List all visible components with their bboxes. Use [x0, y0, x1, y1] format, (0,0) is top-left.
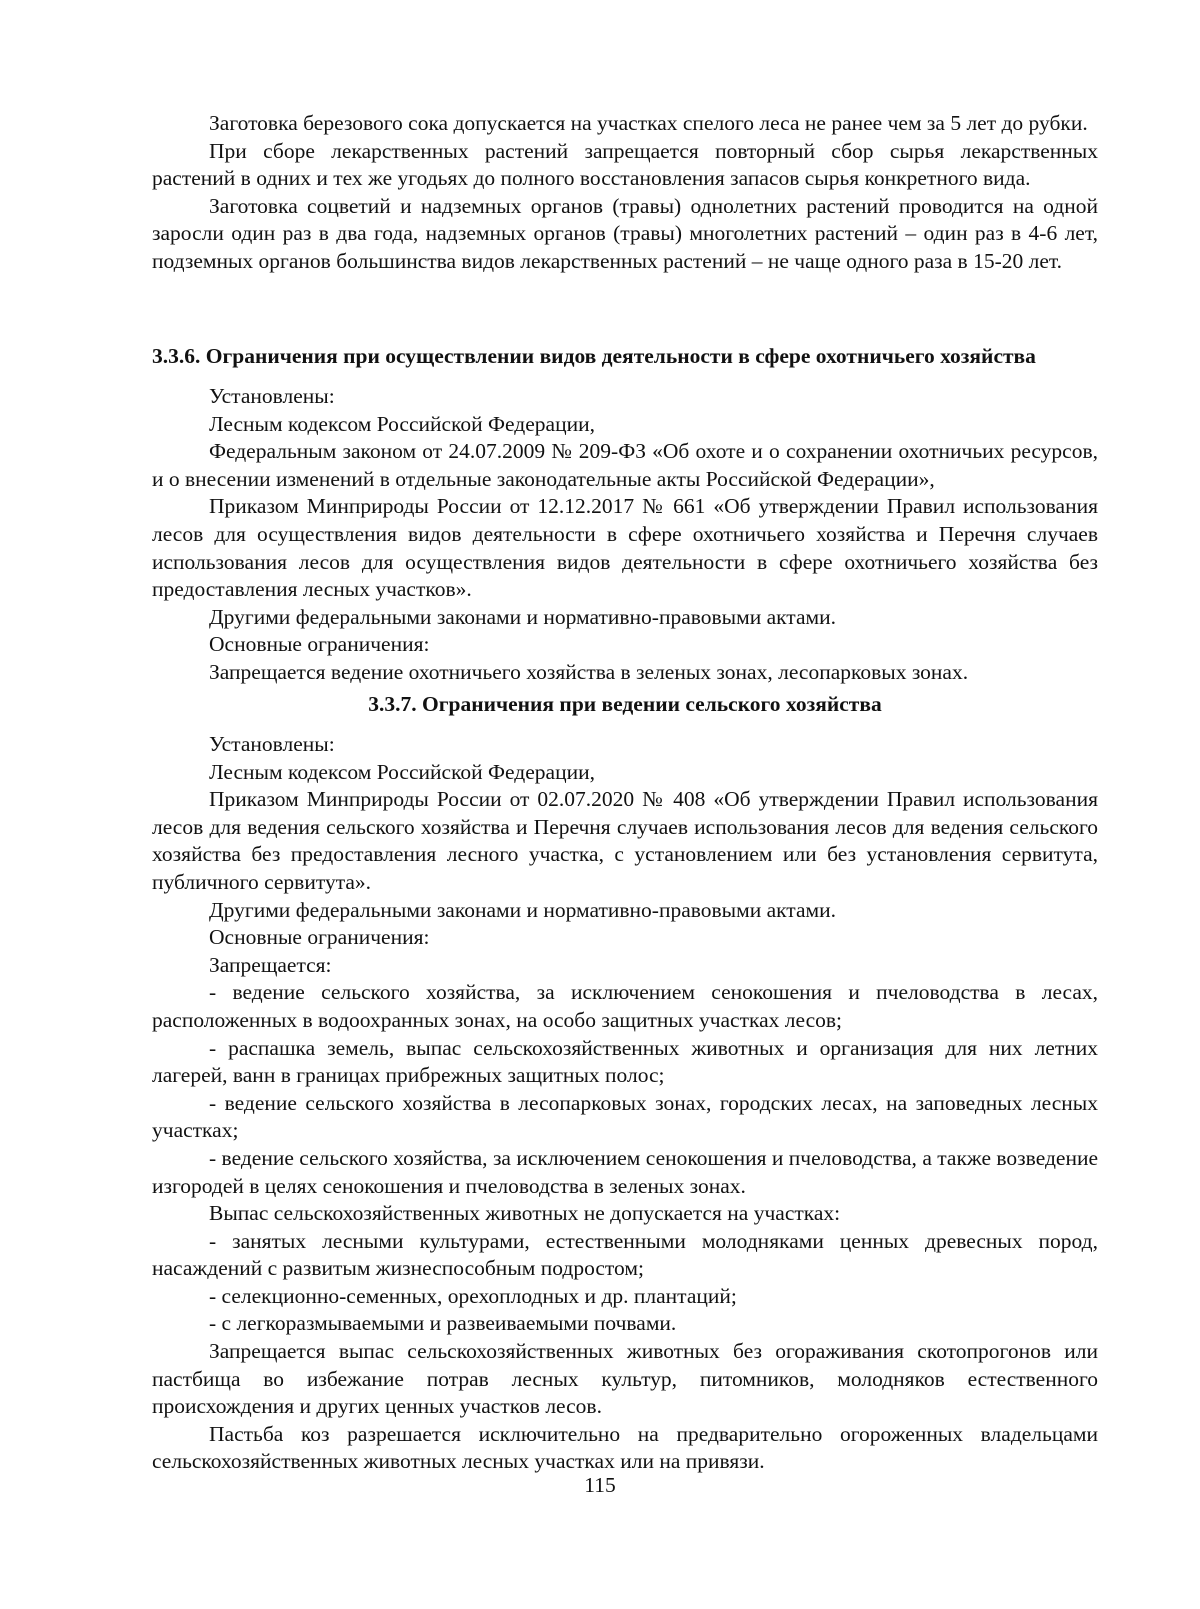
list-item: - с легкоразмываемыми и развеиваемыми почвами.	[209, 1311, 677, 1336]
paragraph: Пастьба коз разрешается исключительно на предварительно огороженных владельцами сельскохозяйственных животных лесных участках или на привязи.	[152, 1421, 1098, 1474]
page-number: 115	[584, 1473, 616, 1497]
paragraph: Лесным кодексом Российской Федерации,	[209, 411, 595, 436]
list-item: - распашка земель, выпас сельскохозяйственных животных и организация для них летних лагерей, ванн в границах прибрежных защитных полос;	[152, 1035, 1098, 1088]
section-heading: 3.3.7. Ограничения при ведении сельского хозяйства	[368, 692, 882, 716]
section-heading: 3.3.6. Ограничения при осуществлении видов деятельности в сфере охотничьего хозяйства	[152, 344, 1036, 368]
paragraph: Выпас сельскохозяйственных животных не допускается на участках:	[209, 1201, 841, 1226]
section-3-3-7-body	[152, 731, 1098, 1476]
paragraph: Другими федеральными законами и нормативно-правовыми актами.	[209, 604, 836, 629]
paragraph: Другими федеральными законами и нормативно-правовыми актами.	[209, 897, 836, 922]
paragraph: Основные ограничения:	[209, 925, 430, 950]
paragraph: Федеральным законом от 24.07.2009 № 209-ФЗ «Об охоте и о сохранении охотничьих ресурсов, и о внесении изменений в отдельные законодательные акты Российской Федерации»,	[152, 439, 1098, 491]
section-3-3-6	[152, 343, 1098, 371]
paragraph: При сборе лекарственных растений запрещается повторный сбор сырья лекарственных растений в одних и тех же угодьях до полного восстановления запасов сырья конкретного вида.	[152, 138, 1098, 191]
paragraph: Заготовка соцветий и надземных органов (травы) однолетних растений проводится на одной заросли один раз в два года, надземных органов (травы) многолетних растений – один раз в 4-6 лет, подземных органов большинства видов лекарственных растений – не чаще одного раза в 15-20 лет.	[152, 193, 1098, 273]
paragraph: Приказом Минприроды России от 12.12.2017 № 661 «Об утверждении Правил использования лесов для осуществления видов деятельности в сфере охотничьего хозяйства и Перечня случаев использования лесов для осуществления видов деятельности в сфере охотничьего хозяйства без предоставления лесных участков».	[152, 494, 1098, 602]
paragraph: Запрещается:	[209, 952, 332, 977]
intro-block	[152, 110, 1098, 276]
paragraph: Запрещается выпас сельскохозяйственных животных без огораживания скотопрогонов или пастбища во избежание потрав лесных культур, питомников, молодняков естественного происхождения и других ценных участков лесов.	[152, 1339, 1098, 1419]
paragraph: Заготовка березового сока допускается на участках спелого леса не ранее чем за 5 лет до рубки.	[209, 111, 1088, 135]
paragraph: Установлены:	[209, 384, 335, 408]
section-3-3-6-body	[152, 383, 1098, 687]
list-item: - ведение сельского хозяйства, за исключением сенокошения и пчеловодства в лесах, расположенных в водоохранных зонах, на особо защитных участках лесов;	[152, 980, 1098, 1032]
paragraph: Запрещается ведение охотничьего хозяйства в зеленых зонах, лесопарковых зонах.	[209, 659, 969, 684]
paragraph: Основные ограничения:	[209, 632, 430, 657]
paragraph: Приказом Минприроды России от 02.07.2020 № 408 «Об утверждении Правил использования лесов для ведения сельского хозяйства и Перечня случаев использования лесов для ведения сельского хозяйства без предоставления лесного участка, с установлением или без установления сервитута, публичного сервитута».	[152, 787, 1098, 894]
list-item: - занятых лесными культурами, естественными молодняками ценных древесных пород, насаждений с развитым жизнеспособным подростом;	[152, 1228, 1098, 1281]
section-3-3-7	[152, 691, 1098, 719]
paragraph: Лесным кодексом Российской Федерации,	[209, 759, 595, 784]
paragraph: Установлены:	[209, 732, 335, 756]
list-item: - ведение сельского хозяйства в лесопарковых зонах, городских лесах, на заповедных лесных участках;	[152, 1090, 1098, 1143]
list-item: - ведение сельского хозяйства, за исключением сенокошения и пчеловодства, а также возведение изгородей в целях сенокошения и пчеловодства в зеленых зонах.	[152, 1145, 1098, 1198]
list-item: - селекционно-семенных, орехоплодных и др. плантаций;	[209, 1283, 737, 1308]
